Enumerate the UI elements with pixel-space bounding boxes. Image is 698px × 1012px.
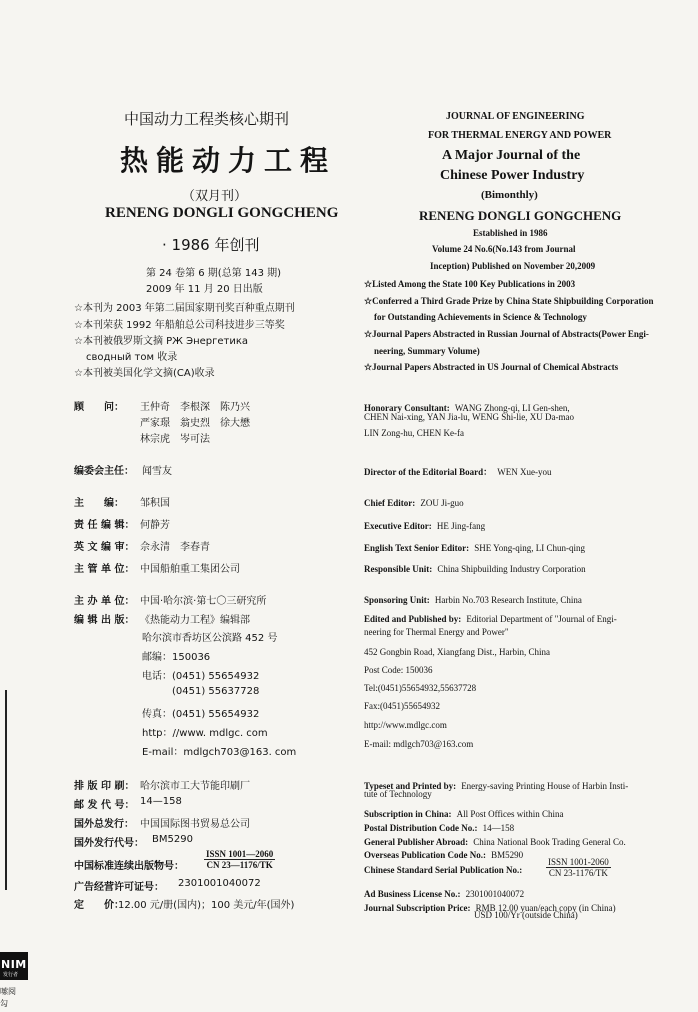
cn-number-en: CN 23-1176/TK [548, 868, 608, 878]
address-line: 传真：(0451) 55654932 [142, 709, 260, 720]
edited-label: Edited and Published by: [364, 614, 462, 624]
english-editor-label-en: English Text Senior Editor: [364, 543, 470, 553]
issue-cn: 第 24 卷第 6 期(总第 143 期) [146, 268, 282, 279]
responsible-unit: 中国船舶重工集团公司 [140, 564, 240, 575]
typeset-by: tute of Technology [364, 789, 432, 799]
address-line: E-mail：mdlgch703@163. com [142, 747, 297, 758]
distributor-label: 国外总发行： [74, 819, 134, 830]
consultant-names: WANG Zhong-qi, LI Gen-shen, [454, 403, 570, 413]
general-publisher: China National Book Trading General Co. [473, 837, 626, 847]
price-label-en: Journal Subscription Price: [364, 903, 471, 913]
chief-editor-label: Chief Editor: [364, 498, 416, 508]
volume-line-2: Inception) Published on November 20,2009 [430, 261, 596, 271]
sponsor-label: 主 办 单 位： [74, 596, 135, 607]
english-masthead [348, 0, 698, 1012]
address-line-en: E-mail: mdlgch703@163.com [364, 739, 474, 749]
consultant-names: LIN Zong-hu, CHEN Ke-fa [364, 428, 464, 438]
issn-number-en: ISSN 1001-2060 [548, 857, 609, 867]
edited-by: neering for Thermal Energy and Power" [364, 627, 509, 637]
exec-editor-label-en: Executive Editor: [364, 521, 432, 531]
honor-cn: ☆本刊被俄罗斯文摘 РЖ Энергетика [74, 336, 249, 347]
printer-label: 排 版 印 刷： [74, 781, 135, 792]
honor-en: ☆Conferred a Third Grade Prize by China State Shipbuilding Corporation [364, 296, 654, 306]
price-en: USD 100/Yr (outside China) [474, 910, 578, 920]
postal-label-en: Postal Distribution Code No.: [364, 823, 478, 833]
postal-en: 14—158 [482, 823, 515, 833]
responsible-unit-en: China Shipbuilding Industry Corporation [437, 564, 586, 574]
established: Established in 1986 [473, 228, 548, 238]
responsible-unit-line [364, 557, 586, 576]
address-line-en: http://www.mdlgc.com [364, 720, 447, 730]
distributor: 中国国际图书贸易总公司 [140, 819, 250, 830]
pinyin-title-en: RENENG DONGLI GONGCHENG [419, 208, 622, 223]
journal-title-en-1: JOURNAL OF ENGINEERING [446, 111, 585, 122]
major-journal-2: Chinese Power Industry [440, 168, 585, 183]
honor-en: ☆Journal Papers Abstracted in Russian Journal of Abstracts(Power Engi- [364, 329, 649, 339]
ad-en: 2301001040072 [465, 889, 525, 899]
cn-number: CN 23—1176/TK [206, 860, 273, 870]
advisors-line: 王仲奇 李根深 陈乃兴 [140, 402, 250, 413]
english-editor-label: 英 文 编 审： [74, 542, 135, 553]
consultant-names: CHEN Nai-xing, YAN Jia-lu, WENG Shi-lie, XU Da-mao [364, 412, 574, 422]
editor: 邹积国 [140, 498, 170, 509]
price: 12.00 元/册(国内)；100 美元/年(国外) [118, 900, 295, 911]
sponsor-label-en: Sponsoring Unit: [364, 595, 430, 605]
address-line: 电话：(0451) 55654932 [142, 671, 260, 682]
publisher-label: 编 辑 出 版： [74, 615, 135, 626]
address-line: (0451) 55637728 [172, 686, 260, 697]
address-line: 邮编：150036 [142, 652, 211, 663]
issn-block-en [546, 857, 611, 878]
address-line-en: Post Code: 150036 [364, 665, 433, 675]
corner-logo-sub: 发行者 [3, 972, 19, 978]
exec-editor-en: HE Jing-fang [436, 521, 486, 531]
advisors-line: 严家璟 翁史烈 徐大懋 [140, 418, 250, 429]
honor-cn: ☆本刊荣获 1992 年船舶总公司科技进步三等奖 [74, 320, 285, 331]
sponsor: 中国·哈尔滨·第七〇三研究所 [140, 596, 267, 607]
core-journal-label: 中国动力工程类核心期刊 [124, 110, 290, 128]
responsible-unit-label: 主 管 单 位： [74, 564, 135, 575]
corner-logo-text: NIM [1, 958, 27, 971]
exec-editor-label: 责 任 编 辑： [74, 520, 135, 531]
bimonthly: (Bimonthly) [481, 189, 538, 201]
serial-label: Chinese Standard Serial Publication No.: [364, 865, 523, 875]
journal-title-en-2: FOR THERMAL ENERGY AND POWER [428, 130, 612, 141]
volume-line-1: Volume 24 No.6(No.143 from Journal [432, 244, 576, 254]
address-line: http：//www. mdlgc. com [142, 728, 268, 739]
corner-text: 嗦阅 [0, 987, 16, 996]
consultant-label: Honorary Consultant: [364, 403, 450, 413]
honor-cn: ☆本刊被美国化学文摘(CA)收录 [74, 368, 215, 379]
edited-line [364, 607, 617, 626]
pinyin-title: RENENG DONGLI GONGCHENG [105, 205, 339, 221]
issn-block-cn [204, 849, 275, 870]
honor-en: ☆Journal Papers Abstracted in US Journal of Chemical Abstracts [364, 362, 619, 372]
ad-label-en: Ad Business License No.: [364, 889, 461, 899]
issn-label-cn: 中国标准连续出版物号： [74, 861, 184, 872]
price-en: RMB 12.00 yuan/each copy (in China) [475, 903, 616, 913]
major-journal-1: A Major Journal of the [442, 148, 581, 163]
address-line-en: Fax:(0451)55654932 [364, 701, 440, 711]
overseas: BM5290 [491, 850, 524, 860]
english-editor-line [364, 536, 585, 555]
board-chair-label: 编委会主任： [74, 466, 134, 477]
ad-license: 2301001040072 [178, 878, 261, 889]
overseas-label: Overseas Publication Code No.: [364, 850, 486, 860]
price-label: 定 价： [74, 900, 124, 911]
address-line-en: Tel:(0451)55654932,55637728 [364, 683, 477, 693]
advisors-label: 顾 问： [74, 402, 124, 413]
founded-cn: · 1986 年创刊 [162, 236, 260, 254]
postal-code-label: 邮 发 代 号： [74, 800, 135, 811]
margin-rule [5, 690, 7, 890]
subscription: All Post Offices within China [456, 809, 564, 819]
responsible-unit-label-en: Responsible Unit: [364, 564, 433, 574]
director-line [364, 460, 551, 479]
subscription-label: Subscription in China: [364, 809, 452, 819]
english-editor-en: SHE Yong-qing, LI Chun-qing [474, 543, 585, 553]
director: WEN Xue-you [497, 467, 552, 477]
ad-license-label: 广告经营许可证号： [74, 882, 164, 893]
address-line-en: 452 Gongbin Road, Xiangfang Dist., Harbin, China [364, 647, 550, 657]
postal-code: 14—158 [140, 796, 182, 807]
honor-en: ☆Listed Among the State 100 Key Publications in 2003 [364, 279, 576, 289]
publisher: 《热能动力工程》编辑部 [140, 615, 250, 626]
honor-cn: ☆本刊为 2003 年第二届国家期刊奖百种重点期刊 [74, 303, 295, 314]
chief-editor-line [364, 491, 464, 510]
typeset-label: Typeset and Printed by: [364, 781, 457, 791]
dist-code: BM5290 [152, 834, 193, 845]
board-chair: 闻雪友 [142, 466, 172, 477]
overseas-line [364, 843, 523, 862]
corner-text: 勾 [0, 999, 8, 1008]
chief-editor: ZOU Ji-guo [420, 498, 464, 508]
address-line: 哈尔滨市香坊区公滨路 452 号 [142, 633, 278, 644]
exec-editor: 何静芳 [140, 520, 170, 531]
sponsor-en: Harbin No.703 Research Institute, China [434, 595, 582, 605]
chinese-masthead [0, 0, 345, 1012]
honor-en: for Outstanding Achievements in Science & Technology [374, 312, 587, 322]
printer: 哈尔滨市工大节能印刷厂 [140, 781, 250, 792]
exec-editor-line [364, 514, 485, 533]
english-editor: 佘永清 李春青 [140, 542, 210, 553]
typeset-by: Energy-saving Printing House of Harbin Insti- [461, 781, 629, 791]
edited-by: Editorial Department of "Journal of Engi- [466, 614, 617, 624]
director-label: Director of the Editorial Board： [364, 467, 493, 477]
general-publisher-label: General Publisher Abroad: [364, 837, 469, 847]
issue-date-cn: 2009 年 11 月 20 日出版 [146, 284, 263, 295]
dist-code-label: 国外发行代号： [74, 838, 144, 849]
editor-label: 主 编： [74, 498, 124, 509]
honor-en: neering, Summary Volume) [374, 346, 480, 356]
advisors-line: 林宗虎 岑可法 [140, 434, 210, 445]
honor-cn: сводный том 收录 [86, 352, 178, 363]
frequency-cn: （双月刊） [182, 189, 248, 204]
sponsor-line [364, 588, 582, 607]
journal-title-cn: 热能动力工程 [120, 144, 337, 177]
issn-number: ISSN 1001—2060 [206, 849, 274, 859]
